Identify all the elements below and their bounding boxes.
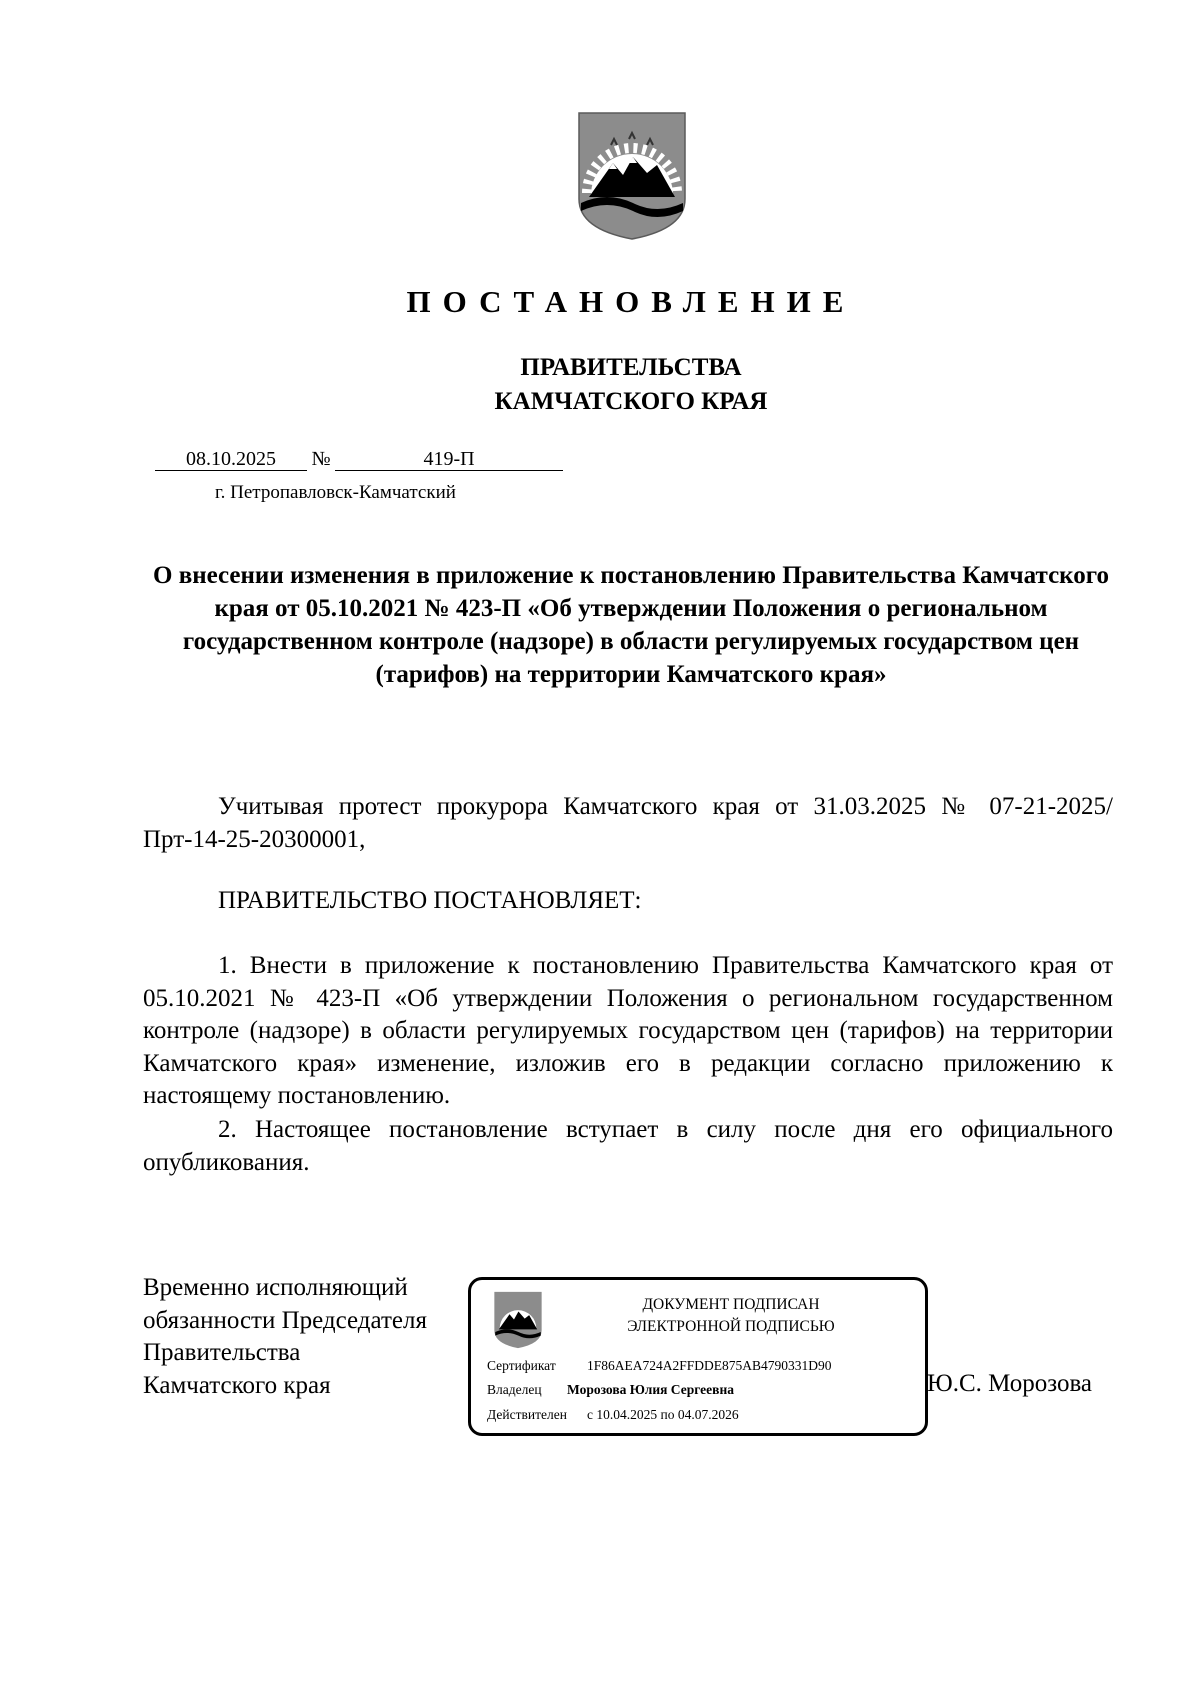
issuer-line-2: КАМЧАТСКОГО КРАЯ bbox=[494, 388, 768, 415]
item-2-paragraph: 2. Настоящее постановление вступает в силу после дня его официального опубликования. bbox=[143, 1116, 1113, 1176]
document-title: О внесении изменения в приложение к постановлению Правительства Камчатского края от 05.10.2021 № 423-П «Об утверждении Положения о региональном государственном контроле (надзоре) в области регулируемых государством цен (тарифов) на территории Камчатского края» bbox=[153, 562, 1109, 688]
registration-line bbox=[155, 448, 580, 471]
issuer-line-1: ПРАВИТЕЛЬСТВА bbox=[520, 354, 742, 381]
validity-label: Действителен bbox=[487, 1407, 567, 1422]
considering-paragraph: Учитывая протест прокурора Камчатского края от 31.03.2025 № 07-21-2025/Прт-14-25-20300001, bbox=[143, 793, 1113, 853]
certificate-value: 1F86AEA724A2FFDDE875AB4790331D90 bbox=[587, 1358, 832, 1373]
registration-number: 419-П bbox=[335, 448, 563, 471]
certificate-label: Сертификат bbox=[487, 1358, 556, 1373]
registration-date: 08.10.2025 bbox=[155, 448, 307, 471]
signer-title-line: обязанности Председателя bbox=[143, 1306, 427, 1334]
owner-value: Морозова Юлия Сергеевна bbox=[567, 1382, 734, 1397]
stamp-coat-of-arms-icon bbox=[493, 1291, 543, 1349]
owner-row bbox=[487, 1382, 734, 1398]
certificate-row bbox=[487, 1358, 832, 1374]
owner-label: Владелец bbox=[487, 1382, 542, 1397]
signer-title bbox=[143, 1272, 427, 1402]
signer-title-line: Правительства bbox=[143, 1339, 301, 1366]
electronic-signature-stamp bbox=[468, 1277, 928, 1436]
signer-title-line: Временно исполняющий bbox=[143, 1274, 408, 1301]
signer-name: Ю.С. Морозова bbox=[927, 1370, 1093, 1397]
document-type: ПОСТАНОВЛЕНИЕ bbox=[406, 284, 856, 319]
stamp-heading-line-2: ЭЛЕКТРОННОЙ ПОДПИСЬЮ bbox=[627, 1318, 835, 1335]
stamp-heading-line-1: ДОКУМЕНТ ПОДПИСАН bbox=[642, 1296, 820, 1313]
resolves-paragraph: ПРАВИТЕЛЬСТВО ПОСТАНОВЛЯЕТ: bbox=[218, 887, 642, 914]
item-1-paragraph: 1. Внести в приложение к постановлению Правительства Камчатского края от 05.10.2021 № 423-П «Об утверждении Положения о региональном государственном контроле (надзоре) в области регулируемых государством цен (тарифов) на территории Камчатского края» изменение, изложив его в редакции согласно приложению к настоящему постановлению. bbox=[143, 952, 1113, 1109]
validity-row bbox=[487, 1407, 739, 1423]
number-sign: № bbox=[311, 448, 331, 470]
validity-value: с 10.04.2025 по 04.07.2026 bbox=[587, 1407, 739, 1422]
coat-of-arms-icon bbox=[577, 111, 687, 241]
signer-title-line: Камчатского края bbox=[143, 1371, 331, 1399]
city: г. Петропавловск-Камчатский bbox=[215, 482, 456, 503]
